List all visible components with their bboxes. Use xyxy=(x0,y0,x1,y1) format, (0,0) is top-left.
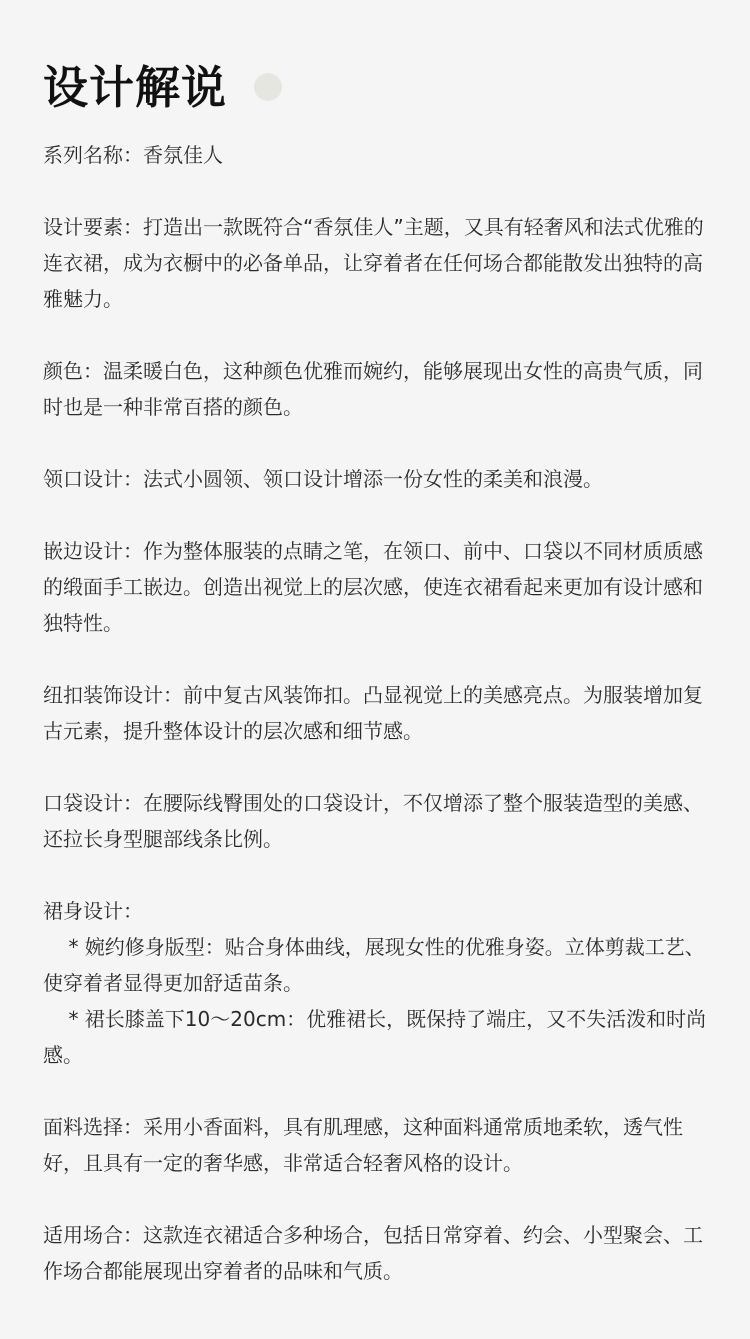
skirt-design-paragraph: 裙身设计： * 婉约修身版型：贴合身体曲线，展现女性的优雅身姿。立体剪裁工艺、使穿着者显得更加舒适苗条。 * 裙长膝盖下10～20cm：优雅裙长，既保持了端庄，又不失活泼和时尚感。 xyxy=(43,899,707,1067)
series-name-paragraph: 系列名称：香氛佳人 xyxy=(43,143,223,167)
paragraph-spacer xyxy=(43,425,715,461)
page-title: 设计解说 xyxy=(43,61,228,114)
document xyxy=(43,0,715,1289)
color-paragraph: 颜色：温柔暖白色，这种颜色优雅而婉约，能够展现出女性的高贵气质，同时也是一种非常百搭的颜色。 xyxy=(43,359,703,419)
paragraph-spacer xyxy=(43,1181,715,1217)
paragraph-spacer xyxy=(43,1073,715,1109)
paragraph-spacer xyxy=(43,173,715,209)
fabric-paragraph: 面料选择：采用小香面料，具有肌理感，这种面料通常质地柔软，透气性好，且具有一定的奢华感，非常适合轻奢风格的设计。 xyxy=(43,1115,683,1175)
title-row xyxy=(43,0,715,137)
piping-design-paragraph: 嵌边设计：作为整体服装的点睛之笔，在领口、前中、口袋以不同材质质感的缎面手工嵌边。创造出视觉上的层次感，使连衣裙看起来更加有设计感和独特性。 xyxy=(43,539,703,635)
decorative-dot-icon xyxy=(254,73,282,101)
paragraph-spacer xyxy=(43,641,715,677)
button-design-paragraph: 纽扣装饰设计：前中复古风装饰扣。凸显视觉上的美感亮点。为服装增加复古元素，提升整体设计的层次感和细节感。 xyxy=(43,683,703,743)
pocket-design-paragraph: 口袋设计：在腰际线臀围处的口袋设计，不仅增添了整个服装造型的美感、还拉长身型腿部线条比例。 xyxy=(43,791,703,851)
paragraph-spacer xyxy=(43,857,715,893)
paragraph-spacer xyxy=(43,317,715,353)
design-elements-paragraph: 设计要素：打造出一款既符合“香氛佳人”主题，又具有轻奢风和法式优雅的连衣裙，成为衣橱中的必备单品，让穿着者在任何场合都能散发出独特的高雅魅力。 xyxy=(43,215,704,311)
paragraph-spacer xyxy=(43,749,715,785)
paragraph-spacer xyxy=(43,497,715,533)
description-body xyxy=(43,137,715,1289)
collar-design-paragraph: 领口设计：法式小圆领、领口设计增添一份女性的柔美和浪漫。 xyxy=(43,467,603,491)
occasion-paragraph: 适用场合：这款连衣裙适合多种场合，包括日常穿着、约会、小型聚会、工作场合都能展现出穿着者的品味和气质。 xyxy=(43,1223,703,1283)
